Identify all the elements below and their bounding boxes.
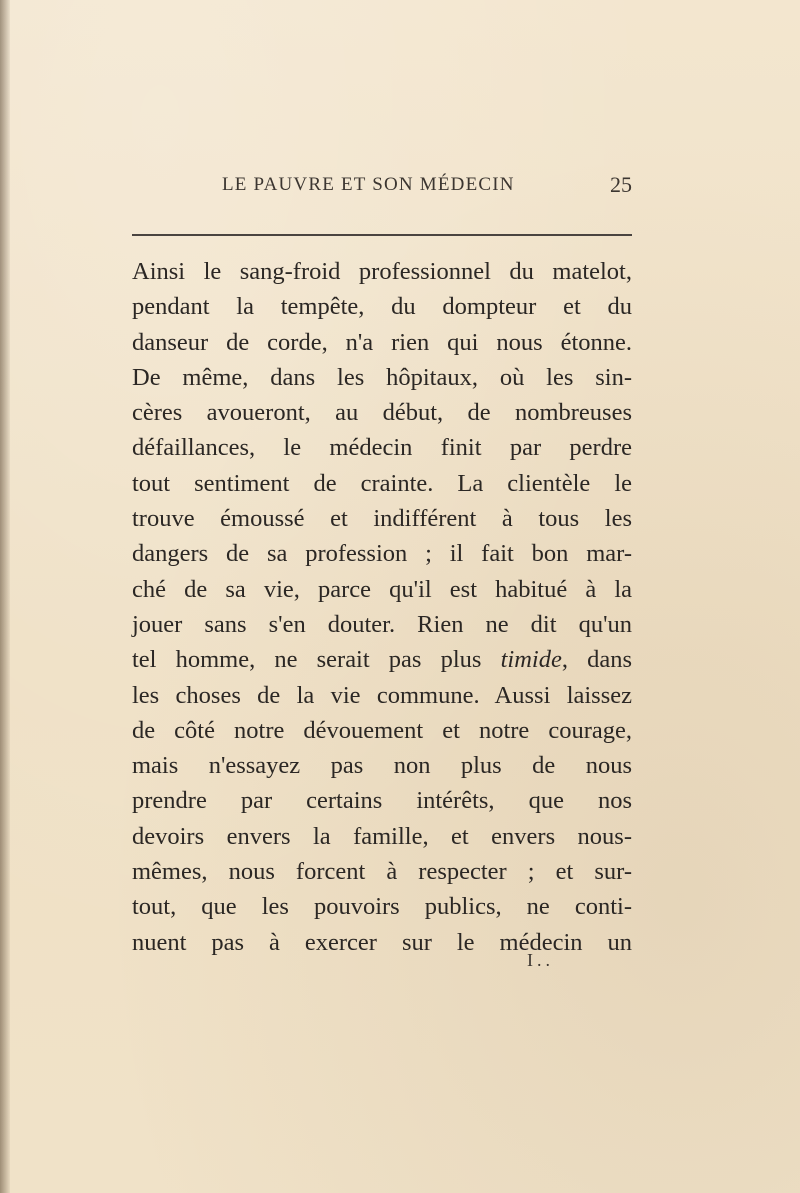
text-line: tout sentiment de crainte. La clientèle le (132, 469, 632, 497)
body-text (132, 254, 632, 960)
text-line: trouve émoussé et indifférent à tous les (132, 505, 632, 533)
text-segment: , dans (561, 646, 633, 674)
header-rule (132, 234, 632, 236)
text-line: mais n'essayez pas non plus de nous (132, 752, 632, 780)
text-line: dangers de sa profession ; il fait bon mar- (132, 540, 632, 568)
text-line: les choses de la vie commune. Aussi laissez (132, 681, 632, 709)
text-line: prendre par certains intérêts, que nos (132, 787, 632, 815)
text-line: ché de sa vie, parce qu'il est habitué à la (132, 575, 632, 603)
text-line: Ainsi le sang-froid professionnel du matelot, (132, 258, 632, 285)
text-line: mêmes, nous forcent à respecter ; et sur- (132, 858, 632, 886)
text-line: tout, que les pouvoirs publics, ne conti- (132, 893, 632, 921)
italic-word: timide (500, 646, 562, 674)
signature-mark: I.. (527, 950, 554, 970)
text-line: devoirs envers la famille, et envers nous- (132, 822, 632, 850)
text-line-with-italic (132, 642, 632, 677)
text-segment: tel homme, ne serait pas plus (132, 646, 482, 674)
text-line: De même, dans les hôpitaux, où les sin- (132, 363, 632, 391)
running-header (132, 174, 632, 202)
text-line: défaillances, le médecin finit par perdre (132, 434, 632, 462)
text-line: pendant la tempête, du dompteur et du (132, 293, 632, 321)
page-number: 25 (610, 172, 632, 197)
page-edge-shadow (0, 0, 10, 1193)
running-title: LE PAUVRE ET SON MÉDECIN (222, 174, 515, 195)
text-line: nuent pas à exercer sur le médecin un (132, 928, 632, 956)
text-line: danseur de corde, n'a rien qui nous étonne. (132, 328, 632, 356)
text-line: de côté notre dévouement et notre courage, (132, 716, 632, 744)
text-line: jouer sans s'en douter. Rien ne dit qu'un (132, 610, 632, 638)
text-line: cères avoueront, au début, de nombreuses (132, 399, 632, 427)
